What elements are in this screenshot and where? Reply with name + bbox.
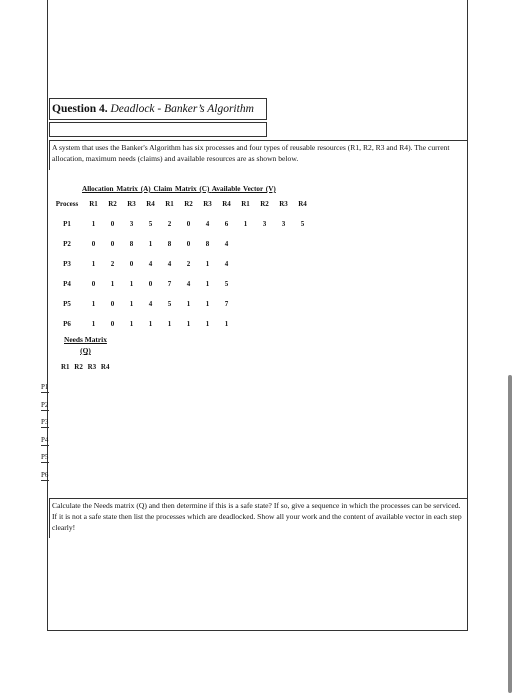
table-cell: 1 bbox=[243, 220, 248, 228]
table-cell: 1 bbox=[224, 320, 229, 328]
table-cell: 1 bbox=[148, 240, 153, 248]
table-cell bbox=[293, 320, 312, 340]
table-cell: 1 bbox=[205, 260, 210, 268]
table-header-cell: Process bbox=[55, 200, 79, 208]
table-cell bbox=[293, 260, 312, 280]
table-cell bbox=[293, 300, 312, 320]
table-cell: P2 bbox=[63, 240, 71, 248]
table-header-cell: R3 bbox=[279, 200, 288, 208]
table-cell: P6 bbox=[63, 320, 71, 328]
table-cell bbox=[255, 260, 274, 280]
needs-row: P4 bbox=[41, 435, 49, 444]
table-cell bbox=[274, 320, 293, 340]
table-cell: P1 bbox=[63, 220, 71, 228]
table-cell: 1 bbox=[129, 320, 134, 328]
blank-box bbox=[49, 122, 267, 137]
table-cell: 1 bbox=[186, 300, 191, 308]
table-cell: 5 bbox=[300, 220, 305, 228]
table-cell: 4 bbox=[224, 240, 229, 248]
question-title-box bbox=[49, 98, 267, 120]
allocation-heading: Allocation Matrix (A) bbox=[82, 185, 151, 193]
table-cell: 2 bbox=[110, 260, 115, 268]
table-cell: 2 bbox=[186, 260, 191, 268]
table-header-cell: R2 bbox=[260, 200, 269, 208]
available-heading: Available Vector (V) bbox=[211, 185, 276, 193]
table-cell: 1 bbox=[129, 300, 134, 308]
table-cell: 1 bbox=[205, 280, 210, 288]
needs-row: P2 bbox=[41, 400, 49, 409]
table-row bbox=[50, 240, 312, 260]
table-cell: 4 bbox=[205, 220, 210, 228]
table-row bbox=[50, 260, 312, 280]
table-header-cell: R1 bbox=[165, 200, 174, 208]
table-cell: 7 bbox=[224, 300, 229, 308]
table-cell: 3 bbox=[281, 220, 286, 228]
table-header-cell: R4 bbox=[298, 200, 307, 208]
table-cell bbox=[255, 280, 274, 300]
table-cell bbox=[293, 280, 312, 300]
table-cell: 5 bbox=[224, 280, 229, 288]
table-cell: 1 bbox=[91, 220, 96, 228]
table-cell bbox=[236, 300, 255, 320]
table-cell bbox=[255, 320, 274, 340]
table-cell: 5 bbox=[167, 300, 172, 308]
table-cell bbox=[236, 240, 255, 260]
table-cell: 1 bbox=[91, 320, 96, 328]
needs-row: P5 bbox=[41, 453, 49, 462]
table-cell: 1 bbox=[186, 320, 191, 328]
table-cell: 0 bbox=[148, 280, 153, 288]
table-cell: 8 bbox=[167, 240, 172, 248]
needs-matrix-label: Needs Matrix (Q) bbox=[64, 335, 107, 355]
table-cell: 0 bbox=[186, 240, 191, 248]
table-cell: 4 bbox=[167, 260, 172, 268]
table-cell: 1 bbox=[205, 320, 210, 328]
question-prompt: Calculate the Needs matrix (Q) and then determine if this is a safe state? If so, give a sequence in which the processes can be serviced. If it is not a safe state then list the processes which are deadlocked. Show all your work and the content of available vector in each step clearly! bbox=[49, 498, 468, 538]
table-cell: 1 bbox=[148, 320, 153, 328]
table-cell: P3 bbox=[63, 260, 71, 268]
table-row bbox=[50, 220, 312, 240]
table-cell: 1 bbox=[91, 300, 96, 308]
needs-columns: R1 R2 R3 R4 bbox=[61, 363, 110, 371]
table-cell: 1 bbox=[129, 280, 134, 288]
table-header-cell: R1 bbox=[241, 200, 250, 208]
table-cell: 0 bbox=[129, 260, 134, 268]
resource-table bbox=[50, 200, 312, 340]
question-title: Deadlock - Banker’s Algorithm bbox=[110, 103, 254, 115]
table-cell: P5 bbox=[63, 300, 71, 308]
table-cell: 0 bbox=[91, 280, 96, 288]
table-cell: 0 bbox=[91, 240, 96, 248]
table-cell: 6 bbox=[224, 220, 229, 228]
table-cell bbox=[255, 240, 274, 260]
table-cell: 0 bbox=[110, 300, 115, 308]
needs-rows bbox=[41, 382, 49, 488]
needs-row: P1 bbox=[41, 383, 49, 391]
table-cell: 8 bbox=[205, 240, 210, 248]
matrix-headings bbox=[82, 185, 276, 193]
table-cell bbox=[274, 260, 293, 280]
table-cell: 1 bbox=[91, 260, 96, 268]
table-header-cell: R2 bbox=[108, 200, 117, 208]
claim-heading: Claim Matrix (C) bbox=[153, 185, 210, 193]
table-cell: 0 bbox=[110, 320, 115, 328]
table-cell: 3 bbox=[262, 220, 267, 228]
table-cell: 1 bbox=[205, 300, 210, 308]
table-cell bbox=[274, 240, 293, 260]
table-cell bbox=[293, 240, 312, 260]
table-header-cell: R3 bbox=[203, 200, 212, 208]
vertical-scrollbar[interactable] bbox=[508, 375, 512, 693]
table-cell bbox=[274, 300, 293, 320]
table-header-row bbox=[50, 200, 312, 220]
table-cell: 1 bbox=[167, 320, 172, 328]
table-cell: 0 bbox=[186, 220, 191, 228]
table-cell: 4 bbox=[148, 260, 153, 268]
table-cell: 0 bbox=[110, 220, 115, 228]
table-header-cell: R3 bbox=[127, 200, 136, 208]
table-cell bbox=[255, 300, 274, 320]
table-header-cell: R1 bbox=[89, 200, 98, 208]
table-cell bbox=[236, 260, 255, 280]
table-row bbox=[50, 280, 312, 300]
table-cell: 2 bbox=[167, 220, 172, 228]
table-cell: 3 bbox=[129, 220, 134, 228]
table-cell: 5 bbox=[148, 220, 153, 228]
needs-row: P6 bbox=[41, 470, 49, 479]
table-cell bbox=[236, 280, 255, 300]
table-cell: 1 bbox=[110, 280, 115, 288]
table-cell: 8 bbox=[129, 240, 134, 248]
table-cell: 4 bbox=[148, 300, 153, 308]
intro-text: A system that uses the Banker's Algorithm has six processes and four types of reusable resources (R1, R2, R3 and R4). The current allocation, maximum needs (claims) and available resources are as shown below. bbox=[49, 140, 468, 170]
table-header-cell: R2 bbox=[184, 200, 193, 208]
question-number: Question 4. bbox=[52, 103, 108, 115]
needs-row: P3 bbox=[41, 418, 49, 427]
table-cell bbox=[236, 320, 255, 340]
table-cell: 4 bbox=[186, 280, 191, 288]
table-header-cell: R4 bbox=[222, 200, 231, 208]
table-cell: 4 bbox=[224, 260, 229, 268]
table-header-cell: R4 bbox=[146, 200, 155, 208]
table-cell: 7 bbox=[167, 280, 172, 288]
table-cell bbox=[274, 280, 293, 300]
table-row bbox=[50, 300, 312, 320]
table-cell: P4 bbox=[63, 280, 71, 288]
table-cell: 0 bbox=[110, 240, 115, 248]
